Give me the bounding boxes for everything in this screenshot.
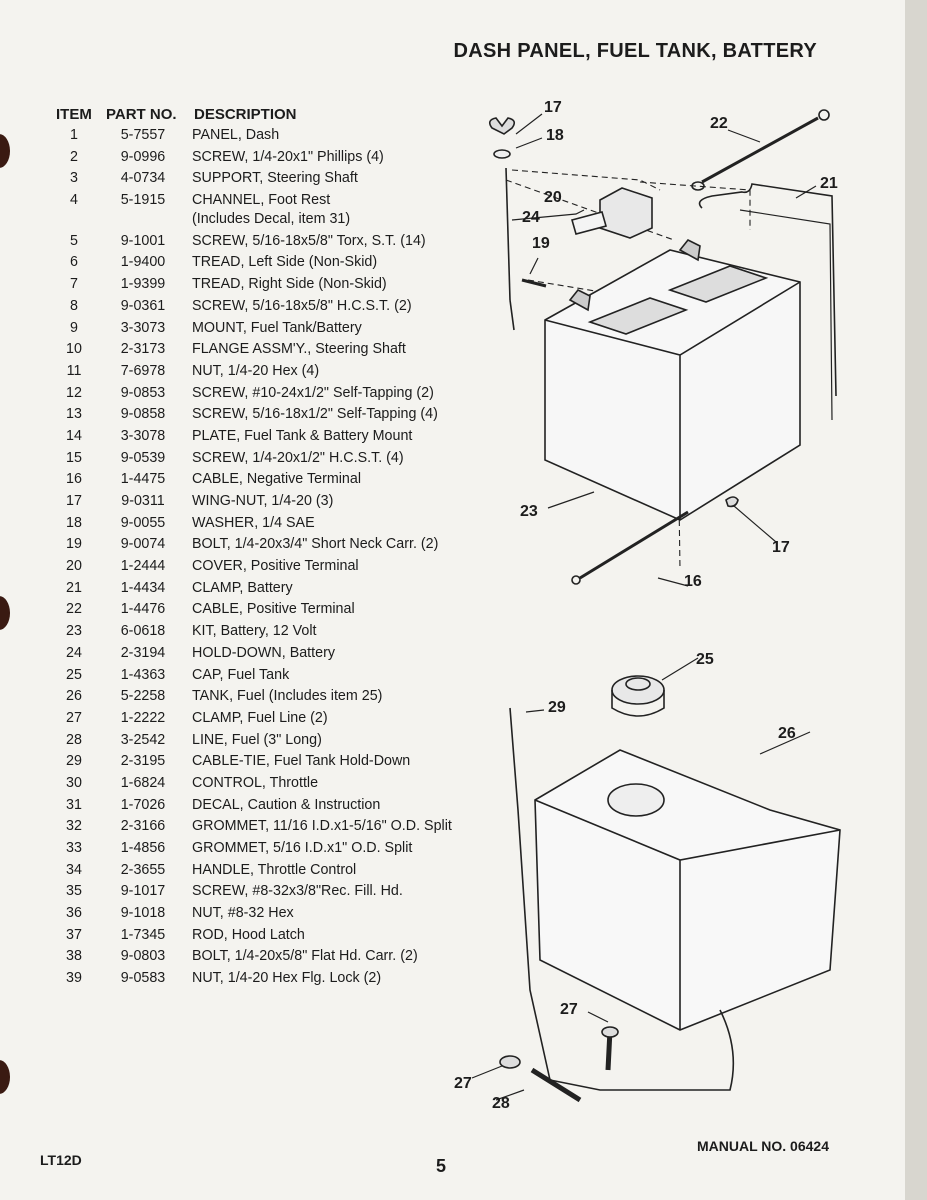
table-row	[52, 319, 502, 338]
description: CABLE, Positive Terminal	[192, 601, 355, 618]
part-number: 9-0074	[120, 536, 166, 553]
negative-cable	[580, 512, 688, 578]
description: HOLD-DOWN, Battery	[192, 644, 335, 661]
item-number: 6	[70, 254, 78, 271]
part-number: 9-0361	[120, 297, 166, 314]
part-number: 9-0803	[120, 948, 166, 965]
description: SCREW, 5/16-18x5/8" Torx, S.T. (14)	[192, 232, 426, 249]
part-number: 1-4476	[120, 601, 166, 618]
item-number: 5	[70, 232, 78, 249]
header-part-no: PART NO.	[106, 105, 177, 123]
callout-19: 19	[532, 235, 550, 252]
item-number: 28	[66, 731, 82, 748]
item-number: 37	[66, 926, 82, 943]
callout-18: 18	[546, 127, 564, 144]
callout-16: 16	[684, 573, 702, 590]
description: TREAD, Left Side (Non-Skid)	[192, 254, 378, 271]
part-number: 9-0311	[121, 493, 165, 509]
part-number: 9-0055	[120, 514, 166, 531]
table-row	[52, 470, 502, 489]
callout-24: 24	[522, 209, 540, 226]
table-row	[52, 535, 502, 554]
part-number: 3-3078	[120, 427, 166, 444]
table-row	[52, 427, 502, 446]
part-number: 1-4363	[120, 666, 166, 683]
part-number: 9-1018	[120, 905, 166, 922]
table-row	[52, 600, 502, 619]
item-number: 2	[70, 148, 78, 165]
table-row	[52, 405, 502, 424]
description: CAP, Fuel Tank	[192, 666, 290, 683]
table-row	[52, 731, 502, 750]
part-number: 1-9400	[120, 254, 166, 271]
part-number: 9-0853	[120, 384, 166, 401]
table-row	[52, 904, 502, 923]
part-number: 5-1915	[120, 192, 166, 209]
part-number: 9-0858	[120, 406, 166, 423]
item-number: 17	[66, 493, 82, 509]
table-row	[52, 191, 502, 229]
callout-29: 29	[548, 699, 566, 716]
callout-20: 20	[544, 189, 562, 206]
description: CONTROL, Throttle	[192, 774, 319, 791]
item-number: 3	[70, 170, 78, 187]
item-number: 10	[66, 341, 82, 358]
item-number: 34	[66, 861, 82, 878]
manual-number: MANUAL NO. 06424	[696, 1138, 829, 1154]
description: NUT, 1/4-20 Hex Flg. Lock (2)	[192, 970, 382, 987]
table-row	[52, 644, 502, 663]
item-number: 20	[66, 558, 82, 575]
terminal-cover	[600, 188, 652, 238]
item-number: 39	[66, 970, 82, 987]
item-number: 15	[66, 449, 82, 466]
callout-23: 23	[520, 503, 538, 520]
item-number: 22	[66, 601, 82, 618]
binder-hole	[0, 596, 10, 630]
part-number: 2-3166	[120, 818, 166, 835]
description: ROD, Hood Latch	[192, 926, 305, 943]
page-title: DASH PANEL, FUEL TANK, BATTERY	[453, 40, 817, 62]
header-description: DESCRIPTION	[194, 105, 297, 123]
table-row	[52, 557, 502, 576]
table-row	[52, 579, 502, 598]
item-number: 13	[66, 406, 82, 423]
description: SCREW, #8-32x3/8"Rec. Fill. Hd.	[192, 883, 403, 900]
table-row	[52, 384, 502, 403]
carriage-bolt	[522, 280, 546, 286]
description: BOLT, 1/4-20x5/8" Flat Hd. Carr. (2)	[192, 948, 418, 965]
description: LINE, Fuel (3" Long)	[192, 731, 322, 748]
item-number: 32	[66, 818, 82, 835]
description: GROMMET, 5/16 I.D.x1" O.D. Split	[192, 840, 413, 856]
item-number: 24	[66, 644, 82, 661]
description: CABLE, Negative Terminal	[192, 471, 361, 488]
part-number: 7-6978	[120, 362, 166, 379]
table-row	[52, 882, 502, 901]
description: TANK, Fuel (Includes item 25)	[192, 688, 383, 705]
item-number: 21	[66, 579, 82, 596]
table-row	[52, 666, 502, 685]
part-number: 2-3195	[120, 753, 166, 770]
description: SCREW, 5/16-18x5/8" H.C.S.T. (2)	[192, 297, 412, 314]
part-number: 1-7026	[120, 796, 166, 813]
table-row	[52, 492, 502, 511]
item-number: 29	[66, 753, 82, 770]
table-row	[52, 275, 502, 294]
part-number: 1-7345	[120, 926, 166, 943]
part-number: 9-0996	[120, 148, 166, 165]
item-number: 36	[66, 905, 82, 922]
callout-21: 21	[820, 175, 838, 192]
page-edge	[905, 0, 927, 1200]
part-number: 2-3173	[120, 341, 166, 358]
part-number: 2-3655	[120, 861, 166, 878]
item-number: 11	[66, 362, 82, 379]
part-number: 1-2444	[120, 558, 166, 575]
table-row	[52, 514, 502, 533]
binder-hole	[0, 134, 10, 168]
description: PLATE, Fuel Tank & Battery Mount	[192, 427, 413, 444]
table-row	[52, 796, 502, 815]
callout-26: 26	[778, 725, 796, 742]
header-item: ITEM	[56, 105, 92, 123]
part-number: 9-0539	[120, 449, 166, 466]
item-number: 23	[66, 623, 82, 640]
item-number: 33	[66, 840, 82, 856]
table-row	[52, 839, 502, 858]
page-number: 5	[436, 1156, 447, 1176]
part-number: 5-2258	[120, 688, 166, 705]
description: MOUNT, Fuel Tank/Battery	[192, 319, 362, 336]
table-row	[52, 817, 502, 836]
table-row	[52, 126, 502, 145]
binder-hole	[0, 1060, 10, 1094]
part-number: 1-6824	[120, 774, 166, 791]
table-row	[52, 926, 502, 945]
description: WASHER, 1/4 SAE	[192, 514, 315, 531]
description: COVER, Positive Terminal	[192, 558, 359, 575]
item-number: 30	[66, 774, 82, 791]
part-number: 1-2222	[120, 709, 166, 726]
table-row	[52, 709, 502, 728]
description: DECAL, Caution & Instruction	[192, 796, 381, 813]
wing-nut	[490, 118, 515, 134]
table-row	[52, 232, 502, 251]
callout-25: 25	[696, 651, 714, 668]
description: FLANGE ASSM'Y., Steering Shaft	[192, 341, 406, 358]
parts-table-header	[52, 102, 502, 126]
item-number: 31	[66, 796, 82, 813]
description: HANDLE, Throttle Control	[192, 861, 357, 878]
item-number: 8	[70, 297, 78, 314]
description: PANEL, Dash	[192, 127, 280, 143]
fuel-tank	[535, 750, 840, 1030]
table-row	[52, 297, 502, 316]
part-number: 1-4475	[120, 471, 166, 488]
table-row	[52, 362, 502, 381]
part-number: 1-9399	[120, 276, 166, 293]
item-number: 38	[66, 948, 82, 965]
description: CLAMP, Battery	[192, 579, 293, 596]
part-number: 9-0583	[120, 970, 166, 987]
item-number: 7	[70, 276, 78, 293]
callout-27: 27	[454, 1075, 472, 1092]
hold-down-rod	[506, 168, 510, 300]
item-number: 14	[66, 427, 82, 444]
part-number: 3-3073	[120, 319, 166, 336]
description: KIT, Battery, 12 Volt	[192, 623, 317, 640]
table-row	[52, 169, 502, 188]
description: BOLT, 1/4-20x3/4" Short Neck Carr. (2)	[192, 536, 439, 553]
table-row	[52, 947, 502, 966]
parts-table-body	[52, 126, 502, 988]
table-row	[52, 340, 502, 359]
description-note: (Includes Decal, item 31)	[192, 211, 351, 228]
description: SCREW, 1/4-20x1" Phillips (4)	[192, 148, 384, 165]
parts-table	[52, 102, 502, 991]
item-number: 18	[66, 514, 82, 531]
item-number: 16	[66, 471, 82, 488]
washer	[494, 150, 510, 158]
part-number: 5-7557	[120, 127, 166, 143]
table-row	[52, 622, 502, 641]
description: GROMMET, 11/16 I.D.x1-5/16" O.D. Split	[192, 818, 452, 835]
item-number: 1	[70, 127, 78, 143]
description: TREAD, Right Side (Non-Skid)	[192, 276, 387, 293]
part-number: 1-4856	[120, 840, 166, 856]
part-number: 9-1017	[120, 883, 166, 900]
description: WING-NUT, 1/4-20 (3)	[192, 493, 334, 509]
callout-22: 22	[710, 115, 728, 132]
table-row	[52, 253, 502, 272]
callout-17: 17	[772, 539, 790, 556]
part-number: 4-0734	[120, 170, 166, 187]
description: NUT, 1/4-20 Hex (4)	[192, 362, 320, 379]
item-number: 4	[70, 192, 78, 209]
item-number: 12	[66, 384, 82, 401]
table-row	[52, 774, 502, 793]
exploded-parts-diagram	[440, 90, 880, 1130]
item-number: 19	[66, 536, 82, 553]
callout-27: 27	[560, 1001, 578, 1018]
part-number: 1-4434	[120, 579, 166, 596]
item-number: 25	[66, 666, 82, 683]
description: CABLE-TIE, Fuel Tank Hold-Down	[192, 753, 411, 770]
item-number: 27	[66, 709, 82, 726]
description: SUPPORT, Steering Shaft	[192, 170, 358, 187]
part-number: 2-3194	[120, 644, 166, 661]
description: CHANNEL, Foot Rest	[192, 192, 331, 209]
model-number: LT12D	[40, 1152, 82, 1168]
table-row	[52, 969, 502, 988]
part-number: 3-2542	[120, 731, 166, 748]
part-number: 6-0618	[120, 623, 166, 640]
description: SCREW, 5/16-18x1/2" Self-Tapping (4)	[192, 406, 438, 423]
description: SCREW, 1/4-20x1/2" H.C.S.T. (4)	[192, 449, 404, 466]
callout-17: 17	[544, 99, 562, 116]
table-row	[52, 687, 502, 706]
table-row	[52, 752, 502, 771]
table-row	[52, 449, 502, 468]
part-number: 9-1001	[120, 232, 166, 249]
callout-28: 28	[492, 1095, 510, 1112]
table-row	[52, 861, 502, 880]
table-row	[52, 148, 502, 167]
item-number: 35	[66, 883, 82, 900]
description: NUT, #8-32 Hex	[192, 905, 294, 922]
item-number: 9	[70, 319, 78, 336]
description: SCREW, #10-24x1/2" Self-Tapping (2)	[192, 384, 434, 401]
description: CLAMP, Fuel Line (2)	[192, 709, 328, 726]
item-number: 26	[66, 688, 82, 705]
